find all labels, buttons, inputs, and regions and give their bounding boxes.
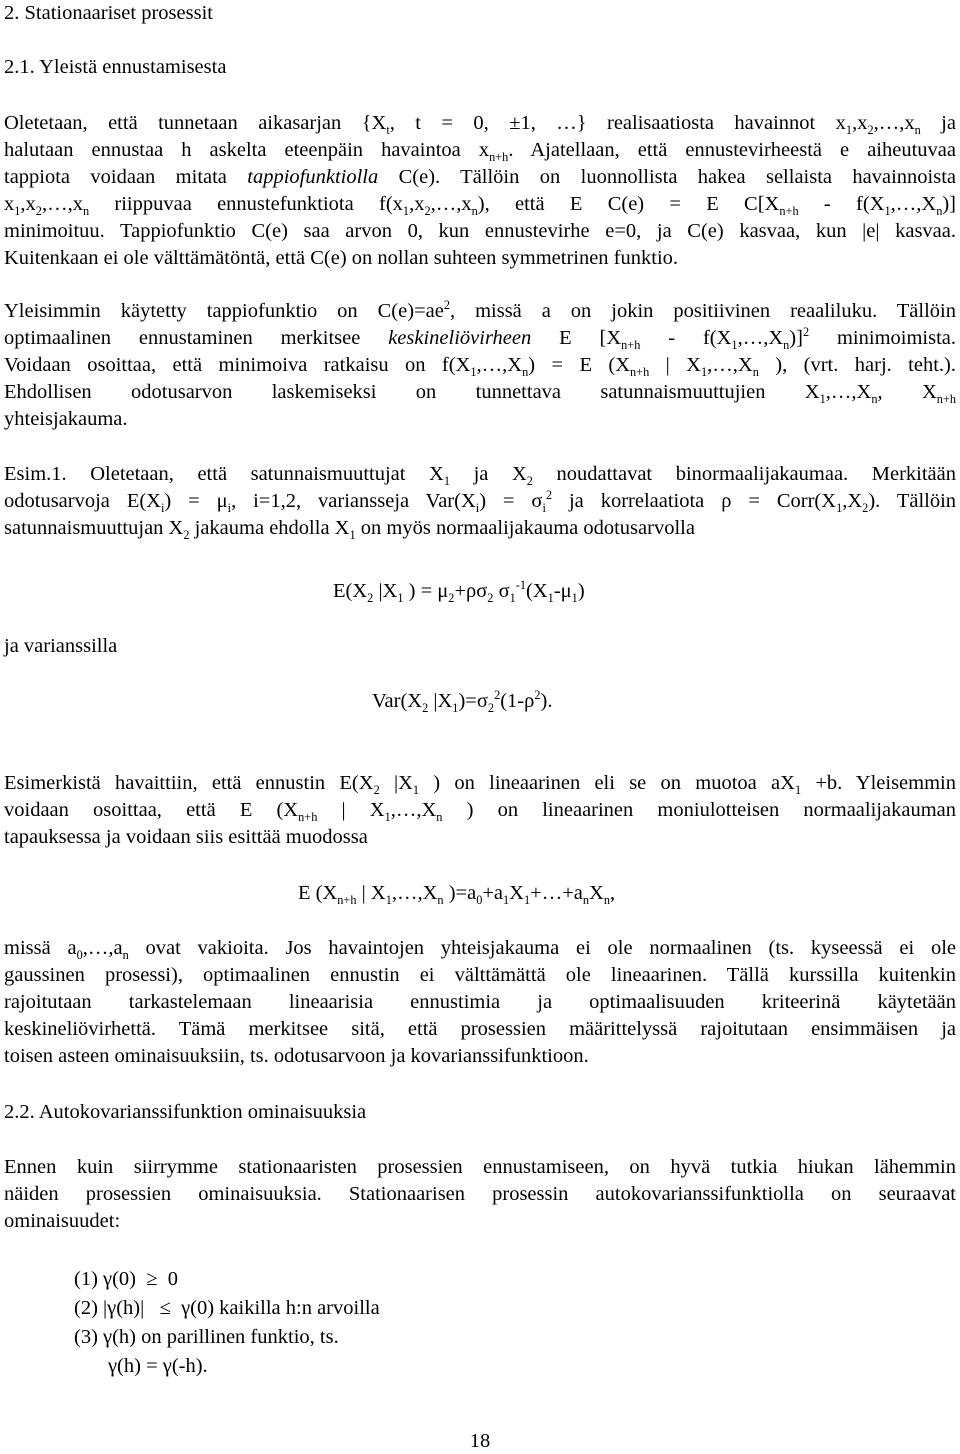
text-line: rajoitutaan tarkastelemaan lineaarisia ennustimia ja optimaalisuuden kriteerinä käytetään bbox=[4, 991, 956, 1013]
text-line: Yleisimmin käytetty tappiofunktio on $C(e)=ae^2$, missä a on jokin positiivinen reaaliluku. Tällöin bbox=[4, 298, 956, 322]
text-line: halutaan ennustaa h askelta eteenpäin havaintoa $x_{n+h}$. Ajatellaan, että ennustevirheestä e aiheutuvaa bbox=[4, 139, 956, 165]
text-line: satunnaismuuttujan $X_2$ jakauma ehdolla $X_1$ on myös normaalijakauma odotusarvolla bbox=[4, 517, 695, 543]
text-line: Ehdollisen odotusarvon laskemiseksi on tunnettava satunnaismuuttujien $X_1,\dots,X_n$, $X_{n+h}$ bbox=[4, 381, 956, 407]
text-line: Kuitenkaan ei ole välttämätöntä, että C(e) on nollan suhteen symmetrinen funktio. bbox=[4, 247, 679, 269]
section-heading-2: 2. Stationaariset prosessit bbox=[4, 2, 213, 24]
text-line: näiden prosessien ominaisuuksia. Stationaarisen prosessin autokovarianssifunktiolla on seuraavat bbox=[4, 1183, 956, 1205]
text-line: voidaan osoittaa, että E ($X_{n+h}$ | $X_1,\dots,X_n$ ) on lineaarinen moniulotteisen normaalijakauman bbox=[4, 799, 956, 825]
text-line: tappiota voidaan mitata tappiofunktiolla C(e). Tällöin on luonnollista hakea sellaista havainnoista bbox=[4, 166, 956, 188]
text-line: keskineliövirhettä. Tämä merkitsee sitä, että prosessien määrittelyssä rajoitutaan ensimmäisen ja bbox=[4, 1018, 956, 1040]
text-line: ominaisuudet: bbox=[4, 1210, 121, 1232]
text-line: toisen asteen ominaisuuksiin, ts. odotusarvoon ja kovarianssifunktioon. bbox=[4, 1045, 589, 1067]
property-item-1: (1) γ(0) ≥ 0 bbox=[74, 1268, 178, 1290]
subsection-heading-2-1: 2.1. Yleistä ennustamisesta bbox=[4, 56, 227, 78]
formula-conditional-variance: $Var(X_2$ $|X_1)=\sigma_2^2(1-\rho^2)$. bbox=[372, 688, 553, 716]
text-line: optimaalinen ennustaminen merkitsee keskineliövirheen E [$X_{n+h}$ - $f(X_1,\dots,X_n)]^2$ minimoimista. bbox=[4, 325, 956, 353]
text-line: minimoituu. Tappiofunktio C(e) saa arvon 0, kun ennustevirhe e=0, ja C(e) kasvaa, kun |e| kasvaa. bbox=[4, 220, 956, 242]
formula-linear-predictor: E ($X_{n+h}$ | $X_1,\dots,X_n$ )$=a_0+a_1X_1+\dots+a_nX_n$, bbox=[298, 882, 616, 908]
text-line: tapauksessa ja voidaan siis esittää muodossa bbox=[4, 826, 368, 848]
property-item-2: (2) |γ(h)| ≤ γ(0) kaikilla h:n arvoilla bbox=[74, 1297, 380, 1319]
text-line: Esimerkistä havaittiin, että ennustin $E(X_2$ $|X_1$ ) on lineaarinen eli se on muotoa $aX_1 +b$. Yleisemmin bbox=[4, 772, 956, 798]
text-line: Ennen kuin siirrymme stationaaristen prosessien ennustamiseen, on hyvä tutkia hiukan lähemmin bbox=[4, 1156, 956, 1178]
property-item-3-formula: γ(h) = γ(-h). bbox=[108, 1355, 208, 1377]
text-line: $x_1,x_2,\dots,x_n$ riippuvaa ennustefunktiota $f(x_1,x_2,\dots,x_n)$, että E C(e) = E $C[X_{n+h}$ - $f(X_1,\dots,X_n)$] bbox=[4, 193, 956, 219]
text-line: Esim.1. Oletetaan, että satunnaismuuttujat $X_1$ ja $X_2$ noudattavat binormaalijakaumaa. Merkitään bbox=[4, 463, 956, 489]
text-line: odotusarvoja $E(X_i) = \mu_i$, i=1,2, variansseja $Var(X_i) = \sigma_i^2$ ja korrelaatiota $\rho = Corr(X_1,X_2)$. Tällöin bbox=[4, 488, 957, 516]
page-number: 18 bbox=[469, 1430, 491, 1452]
property-item-3: (3) γ(h) on parillinen funktio, ts. bbox=[74, 1326, 339, 1348]
text-line: missä $a_0,\dots,a_n$ ovat vakioita. Jos havaintojen yhteisjakauma ei ole normaalinen (ts. kyseessä ei ole bbox=[4, 937, 956, 963]
text-line: yhteisjakauma. bbox=[4, 408, 128, 430]
formula-conditional-mean: $E(X_2$ $|X_1$ ) = $\mu_2+\rho\sigma_2$ $\sigma_1^{-1}(X_1-\mu_1)$ bbox=[333, 578, 585, 606]
text-line: Voidaan osoittaa, että minimoiva ratkaisu on $f(X_1,\dots,X_n) = E$ ($X_{n+h}$ | $X_1,\dots,X_n$ ), (vrt. harj. teht.). bbox=[4, 354, 956, 380]
subsection-heading-2-2: 2.2. Autokovarianssifunktion ominaisuuksia bbox=[4, 1101, 367, 1123]
text-line: ja varianssilla bbox=[4, 635, 118, 657]
text-line: gaussinen prosessi), optimaalinen ennustin ei välttämättä ole lineaarinen. Tällä kurssilla kuitenkin bbox=[4, 964, 956, 986]
text-line: Oletetaan, että tunnetaan aikasarjan {$X_t$, t = 0, ±1, …} realisaatiosta havainnot $x_1,x_2,\dots,x_n$ ja bbox=[4, 112, 956, 138]
